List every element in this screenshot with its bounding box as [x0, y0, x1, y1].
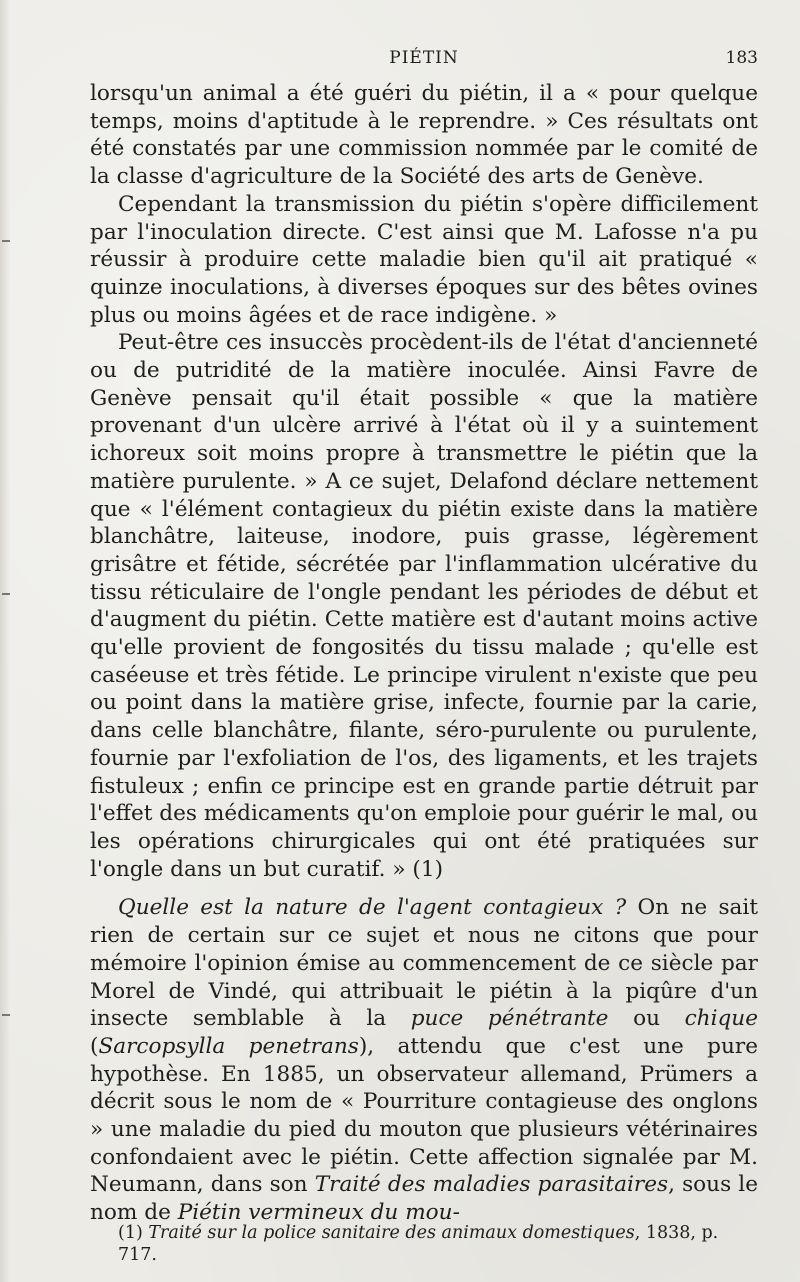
margin-mark	[2, 1014, 10, 1016]
page-number: 183	[725, 48, 758, 68]
paragraph	[90, 894, 758, 1226]
footnote-title: Traité sur la police sanitaire des animaux domestiques	[148, 1223, 635, 1243]
paragraph: lorsqu'un animal a été guéri du piétin, il a « pour quelque temps, moins d'aptitude à le reprendre. » Ces résultats ont été constatés par une commission nommée par le comité de la classe d'agriculture de la Société des arts de Genève.	[90, 81, 758, 190]
running-title: PIÉTIN	[389, 48, 459, 68]
italic-question: Quelle est la nature de l'agent contagieux ?	[118, 895, 627, 921]
footnote	[118, 1222, 758, 1266]
margin-mark	[2, 593, 10, 595]
body-text	[90, 80, 758, 1227]
paragraph-text: ), attendu que c'est une pure hypothèse. En 1885, un observateur allemand, Prümers a décrit sous le nom de « Pourriture contagieuse des onglons » une maladie du pied du mouton que plusieurs vétérinaires confondaient avec le piétin. Cette affection signalée par M. Neumann, dans son	[90, 1033, 758, 1198]
page-edge-shadow	[0, 0, 10, 1282]
paragraph: Peut-être ces insuccès procèdent-ils de l'état d'ancienneté ou de putridité de la matière inoculée. Ainsi Favre de Genève pensait qu'il était possible « que la matière provenant d'un ulcère arrivé à l'état où il y a suintement ichoreux soit moins propre à transmettre le piétin que la matière purulente. » A ce sujet, Delafond déclare nettement que « l'élément contagieux du piétin existe dans la matière blanchâtre, laiteuse, inodore, puis grasse, légèrement grisâtre et fétide, sécrétée par l'inflammation ulcérative du tissu réticulaire de l'ongle pendant les périodes de début et d'augment du piétin. Cette matière est d'autant moins active qu'elle provient de fongosités du tissu malade ; qu'elle est caséeuse et très fétide. Le principe virulent n'existe que peu ou point dans la matière grise, infecte, fournie par la carie, dans celle blanchâtre, filante, séro-purulente ou purulente, fournie par l'exfoliation de l'os, des ligaments, et les trajets fistuleux ; enfin ce principe est en grande partie détruit par l'effet des médicaments qu'on emploie pour guérir le mal, ou les opérations chirurgicales qui ont été pratiquées sur l'ongle dans un but curatif. » (1)	[90, 330, 758, 882]
footnote-marker: (1)	[118, 1223, 149, 1243]
paragraph-text: On ne sait rien de certain sur ce sujet et nous ne citons que pour mémoire l'opinion émise au commencement de ce siècle par Morel de Vindé, qui attribuait le piétin à la piqûre d'un insecte semblable à la	[90, 895, 759, 1032]
italic-term: Piétin vermineux du mou-	[177, 1200, 460, 1226]
paragraph-text: (	[90, 1033, 99, 1059]
paragraph-text: , sous le nom de	[90, 1172, 758, 1226]
italic-species: Sarcopsylla penetrans	[98, 1033, 359, 1059]
italic-term: puce pénétrante	[410, 1006, 609, 1032]
margin-mark	[2, 240, 10, 242]
footnote-reference: , 1838, p. 717.	[118, 1223, 719, 1265]
italic-book-title: Traité des maladies parasitaires	[314, 1172, 669, 1198]
page-header	[90, 48, 758, 72]
paragraph: Cependant la transmission du piétin s'opère difficilement par l'inoculation directe. C'est ainsi que M. Lafosse n'a pu réussir à produire cette maladie bien qu'il ait pratiqué « quinze inoculations, à diverses époques sur des bêtes ovines plus ou moins âgées et de race indigène. »	[90, 191, 758, 328]
paragraph-text: ou	[608, 1006, 685, 1032]
italic-term: chique	[684, 1006, 758, 1032]
